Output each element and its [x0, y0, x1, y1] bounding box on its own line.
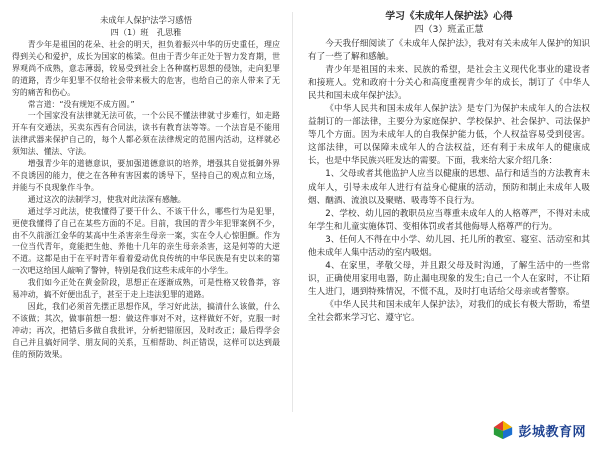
right-paragraph: 1、父母或者其他监护人应当以健康的思想、品行和适当的方法教育未成年人，引导未成年人进行有益身心健康的活动，预防和制止未成年人吸烟、酗酒、流浪以及聚赌、吸毒等不良行为。: [308, 169, 590, 206]
left-paragraph: 我们如今正处在黄金阶段，思想正在逐渐成熟，可是性格又较鲁莽，容易冲动，搞不好便出乱子，甚至于走上违法犯罪的道路。: [12, 278, 280, 300]
page-divider: [292, 12, 293, 412]
right-paragraph: 《中华人民共和国未成年人保护法》，对我们的成长有极大帮助，希望全社会都来学习它、遵守它。: [308, 299, 590, 323]
right-paragraph: 2、学校、幼儿园的教职员应当尊重未成年人的人格尊严，不得对未成年学生和儿童实施体罚、变相体罚或者其他侮辱人格尊严的行为。: [308, 208, 590, 232]
left-paragraph: 增强青少年的道德意识，要加强道德意识的培养，增强其自觉抵御外界不良诱因的能力，使之在各种有害因素的诱导下，坚持自己的观点和立场，并能与不良现象作斗争。: [12, 159, 280, 192]
right-paragraph: 青少年是祖国的未来、民族的希望，是社会主义现代化事业的建设者和接班人。党和政府十分关心和高度重视青少年的成长，制订了《中华人民共和国未成年保护法》。: [308, 65, 590, 102]
left-paragraph: 青少年是祖国的花朵、社会的明天，担负着振兴中华的历史重任，理应得到关心和爱护，成长为国家的栋梁。但由于青少年正处于智力发育期，世界观尚不成熟，意志薄弱，较易受到社会上各种腐朽思想的侵蚀，走向犯罪的道路，青少年犯罪不仅给社会带来极大的危害，也给自己的亲人带来了无穷的痛苦和伤心。: [12, 40, 280, 97]
left-paragraph: 一个国家没有法律就无法可依，一个公民不懂法律就寸步难行，如走路开车有交通法，买卖东西有合同法，读书有教育法等等。一个法盲是不能用法律武器来保护自己的，每个人都必须在法律规定的范围内活动，这样就必须知法、懂法、守法。: [12, 111, 280, 157]
left-paragraph: 因此，我们必须首先摆正思想作风，学习好此法，搞清什么该做，什么不该做；其次，做事前想一想：做这件事对不对，这样做好不好，克服一时冲动；再次，把错后多做自我批评，分析把错原因，及时改正；最后得学会自己并且搞好同学、朋友间的关系，互相帮助、纠正错误，这样可以达到最佳的预防效果。: [12, 301, 280, 359]
right-paragraph: 3、任何人不得在中小学、幼儿园、托儿所的教室、寝室、活动室和其他未成年人集中活动的室内吸烟。: [308, 234, 590, 258]
left-essay-author: 四（1）班 孔思雅: [110, 27, 182, 37]
left-paragraph: 通过这次的法制学习，使我对此法深有感触。: [27, 194, 186, 204]
right-essay-title: 学习《未成年人保护法》心得: [385, 11, 513, 22]
left-essay-title: 未成年人保护法学习感悟: [99, 15, 193, 25]
right-essay: [308, 10, 590, 325]
left-paragraph: 常言道：“没有规矩不成方圆。”: [27, 99, 135, 109]
right-paragraph: 今天我仔细阅读了《未成年人保护法》，我对有关未成年人保护的知识有了一些了解和感触。: [308, 39, 590, 63]
left-paragraph: 通过学习此法，使我懂得了要干什么、不该干什么，哪些行为是犯罪，更使我懂得了自己在某些方面的不足。目前，我国的青少年犯罪案例不少，由不久前浙江金华的某高中生杀害亲生母亲一案，实在令人心惊胆颤。作为一位当代青年，竟能把生他、养他十几年的亲生母亲杀害，这是何等的大逆不道。这都是由于在平时青年看着爱动优良传统的中华民族是有史以来的第一次吧这给国人敲响了警钟，特别是我们这些未成年的小学生。: [12, 206, 280, 276]
left-essay: [12, 14, 280, 360]
right-paragraph: 《中华人民共和国未成年人保护法》是专门为保护未成年人的合法权益制订的一部法律，主要分为家庭保护、学校保护、社会保护、司法保护等几个方面。因为未成年人的自我保护能力低，个人权益容易受到侵害。这部法律，可以保障未成年人的合法权益，还有利于未成年人的健康成长，也是中华民族兴旺发达的需要。下面，我来给大家介绍几条：: [308, 104, 590, 167]
site-watermark: [492, 419, 586, 441]
right-paragraph: 4、在家里，孝敬父母，并且跟父母及时沟通，了解生活中的一些常识，正确使用家用电器，防止漏电现象的发生;自己一个人在家时，不让陌生人进门，遇到特殊情况，不慌不乱，及时打电话给父母亲或者警察。: [308, 260, 590, 297]
right-essay-author: 四（3）班孟正慧: [414, 25, 484, 35]
watermark-text: 彭城教育网: [518, 424, 586, 440]
book-logo-icon: [492, 419, 514, 441]
